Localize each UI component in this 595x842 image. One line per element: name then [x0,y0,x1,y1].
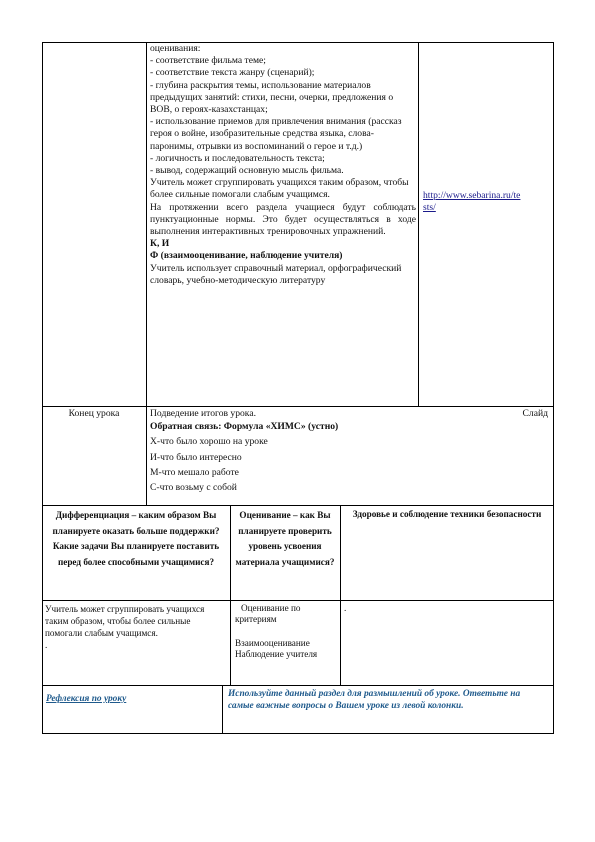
safety-cell [344,603,550,614]
ki-label: К, И [150,238,170,250]
assessment-criteria: Оценивание по критериям [235,603,301,625]
slide-cell [420,408,548,420]
punctuation-note: На протяжении всего раздела учащиеся будут соблюдать пунктуационные нормы. Это будет осуществляться в ходе выполнения интерактивных тренировочных упражнений. [150,201,416,238]
feedback-title: Обратная связь: Формула «ХИМС» (устно) [150,421,339,433]
reflection-text: Используйте данный раздел для размышлений об уроке. Ответьте на самые важные вопросы о Вашем уроке из левой колонки. [228,689,521,711]
criteria-line: - логичность и последовательность текста; [150,152,325,164]
stage-cell [42,408,146,420]
column-separator [222,685,223,734]
reflection-instruction-cell [228,688,548,712]
peer-assessment: Взаимооценивание [235,637,310,648]
stage-label: Конец урока [68,408,120,419]
column-separator [418,42,419,407]
differentiation-text: Учитель может сгруппировать учащихся таким образом, чтобы более сильные помогали слабым учащимся. [45,604,205,639]
differentiation-cell [45,603,228,651]
criteria-line: - соответствие текста жанру (сценарий); [150,67,315,79]
column-separator [340,505,341,686]
reflection-label-cell [46,688,220,706]
criteria-line: - использование приемов для привлечения внимания (рассказ героя о войне, изобразительные средства языка, слова-паронимы, отрывки из воспоминаний о герое и т.д.) [150,116,402,152]
table-border-right [553,42,554,734]
reflection-label: Рефлексия по уроку [46,694,127,704]
formative-assessment-label: Ф (взаимооценивание, наблюдение учителя) [150,250,343,262]
feedback-item: Х-что было хорошо на уроке [150,436,268,448]
summary-text: Подведение итогов урока. [150,408,256,419]
column-separator [230,505,231,686]
differentiation-dot: . [45,639,48,650]
feedback-item: М-что мешало работе [150,466,239,478]
safety-text: . [344,603,347,613]
feedback-item: И-что было интересно [150,451,242,463]
safety-header: Здоровье и соблюдение техники безопасности [352,509,542,519]
assessment-methods-cell [235,603,338,661]
row-separator [42,505,554,506]
resource-link[interactable]: http://www.sebarina.ru/te [423,190,521,201]
teacher-observation: Наблюдение учителя [235,649,318,660]
resources-text: Учитель использует справочный материал, орфографический словарь, учебно-методическую литературу [150,262,402,286]
assessment-criteria-cell [150,43,416,287]
criteria-line: - глубина раскрытия темы, использование материалов предыдущих занятий: стихи, песни, очерки, предложения о ВОВ, о героях-казахстанцах; [150,79,394,116]
criteria-line: - соответствие фильма теме; [150,55,266,67]
criteria-line: - вывод, содержащий основную мысль фильма. [150,165,344,177]
table-border-bottom [42,733,554,734]
criteria-line: оценивания: [150,43,201,54]
column-separator [146,42,147,506]
row-separator [42,685,554,686]
resource-link-cell [423,190,551,214]
slide-label: Слайд [522,408,548,419]
assessment-header: Оценивание – как Вы планируете проверить уровень усвоения материала учащимися? [235,510,335,567]
row-separator [42,406,554,407]
summary-cell [150,408,416,494]
resource-link-continued[interactable]: sts/ [423,202,436,214]
differentiation-header: Дифференциация – каким образом Вы планируете оказать больше поддержки? Какие задачи Вы планируете поставить перед более способными учащимися? [52,510,220,567]
criteria-line: Учитель может сгруппировать учащихся таким образом, чтобы более сильные помогали слабым учащимся. [150,177,409,201]
row-separator [42,600,554,601]
table-border-left [42,42,43,734]
feedback-item: С-что возьму с собой [150,482,237,494]
